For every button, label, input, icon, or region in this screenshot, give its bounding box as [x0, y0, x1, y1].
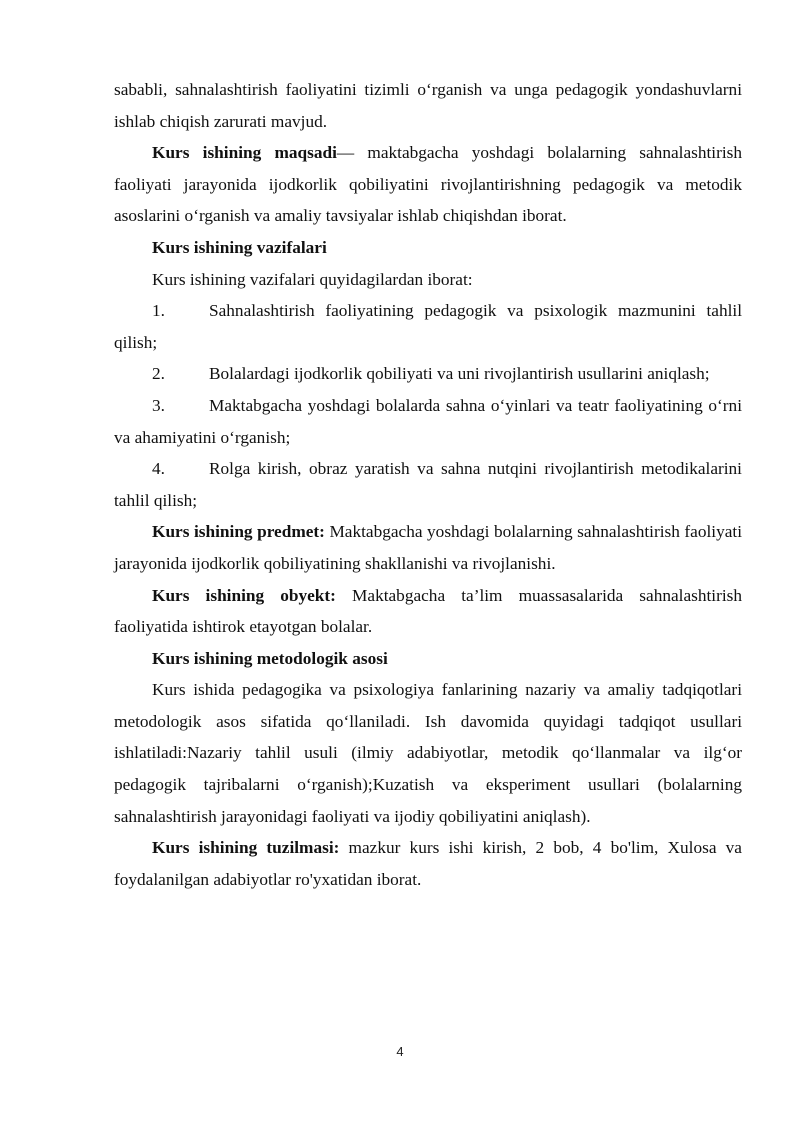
task-number: 1.	[152, 301, 165, 321]
structure-paragraph	[114, 832, 742, 895]
aim-paragraph	[114, 137, 742, 232]
task-item-4	[114, 453, 742, 516]
task-item-2	[114, 358, 742, 390]
task-text: Maktabgacha yoshdagi bolalarda sahna o‘yinlari va teatr faoliyatining o‘rni va ahamiyatini o‘rganish;	[114, 395, 742, 447]
object-paragraph	[114, 580, 742, 643]
task-number: 4.	[152, 459, 165, 479]
structure-text: mazkur kurs ishi kirish, 2 bob, 4 bo'lim, Xulosa va foydalanilgan adabiyotlar ro'yxatidan iborat.	[114, 838, 742, 889]
task-number: 3.	[152, 395, 165, 415]
task-text: Sahnalashtirish faoliyatining pedagogik va psixologik mazmunini tahlil qilish;	[114, 301, 742, 352]
document-body	[114, 74, 742, 895]
task-text: Bolalardagi ijodkorlik qobiliyati va uni rivojlantirish usullarini aniqlash;	[209, 364, 710, 384]
page-number: 4	[396, 1044, 404, 1059]
object-heading: Kurs ishining obyekt:	[152, 585, 336, 605]
tasks-heading: Kurs ishining vazifalari	[152, 237, 327, 257]
aim-heading: Kurs ishining maqsadi	[152, 143, 337, 163]
methodology-heading: Kurs ishining metodologik asosi	[152, 648, 388, 668]
intro-continuation: sababli, sahnalashtirish faoliyatini tizimli o‘rganish va unga pedagogik yondashuvlarni ishlab chiqish zarurati mavjud.	[114, 80, 742, 131]
subject-heading: Kurs ishining predmet:	[152, 522, 325, 542]
aim-text: — maktabgacha yoshdagi bolalarning sahnalashtirish faoliyati jarayonida ijodkorlik qobiliyatini rivojlantirishning pedagogik va metodik asoslarini o‘rganish va amaliy tavsiyalar ishlab chiqishdan iborat.	[114, 143, 742, 226]
subject-paragraph	[114, 516, 742, 579]
structure-heading: Kurs ishining tuzilmasi:	[152, 838, 340, 858]
task-text: Rolga kirish, obraz yaratish va sahna nutqini rivojlantirish metodikalarini tahlil qilish;	[114, 459, 742, 510]
object-text: Maktabgacha ta’lim muassasalarida sahnalashtirish faoliyatida ishtirok etayotgan bolalar.	[114, 585, 743, 637]
tasks-intro: Kurs ishining vazifalari quyidagilardan iborat:	[152, 269, 473, 289]
task-item-3	[114, 390, 742, 453]
task-number: 2.	[152, 364, 165, 384]
subject-text: Maktabgacha yoshdagi bolalarning sahnalashtirish faoliyati jarayonida ijodkorlik qobiliyatining shakllanishi va rivojlanishi.	[114, 522, 742, 573]
task-item-1	[114, 295, 742, 358]
methodology-text: Kurs ishida pedagogika va psixologiya fanlarining nazariy va amaliy tadqiqotlari metodologik asos sifatida qo‘llaniladi. Ish davomida quyidagi tadqiqot usullari ishlatiladi:Nazariy tahlil usuli (ilmiy adabiyotlar, metodik qo‘llanmalar va ilg‘or pedagogik tajribalarni o‘rganish);Kuzatish va eksperiment usullari (bolalarning sahnalashtirish jarayonidagi faoliyati va ijodiy qobiliyatini aniqlash).	[114, 680, 742, 826]
